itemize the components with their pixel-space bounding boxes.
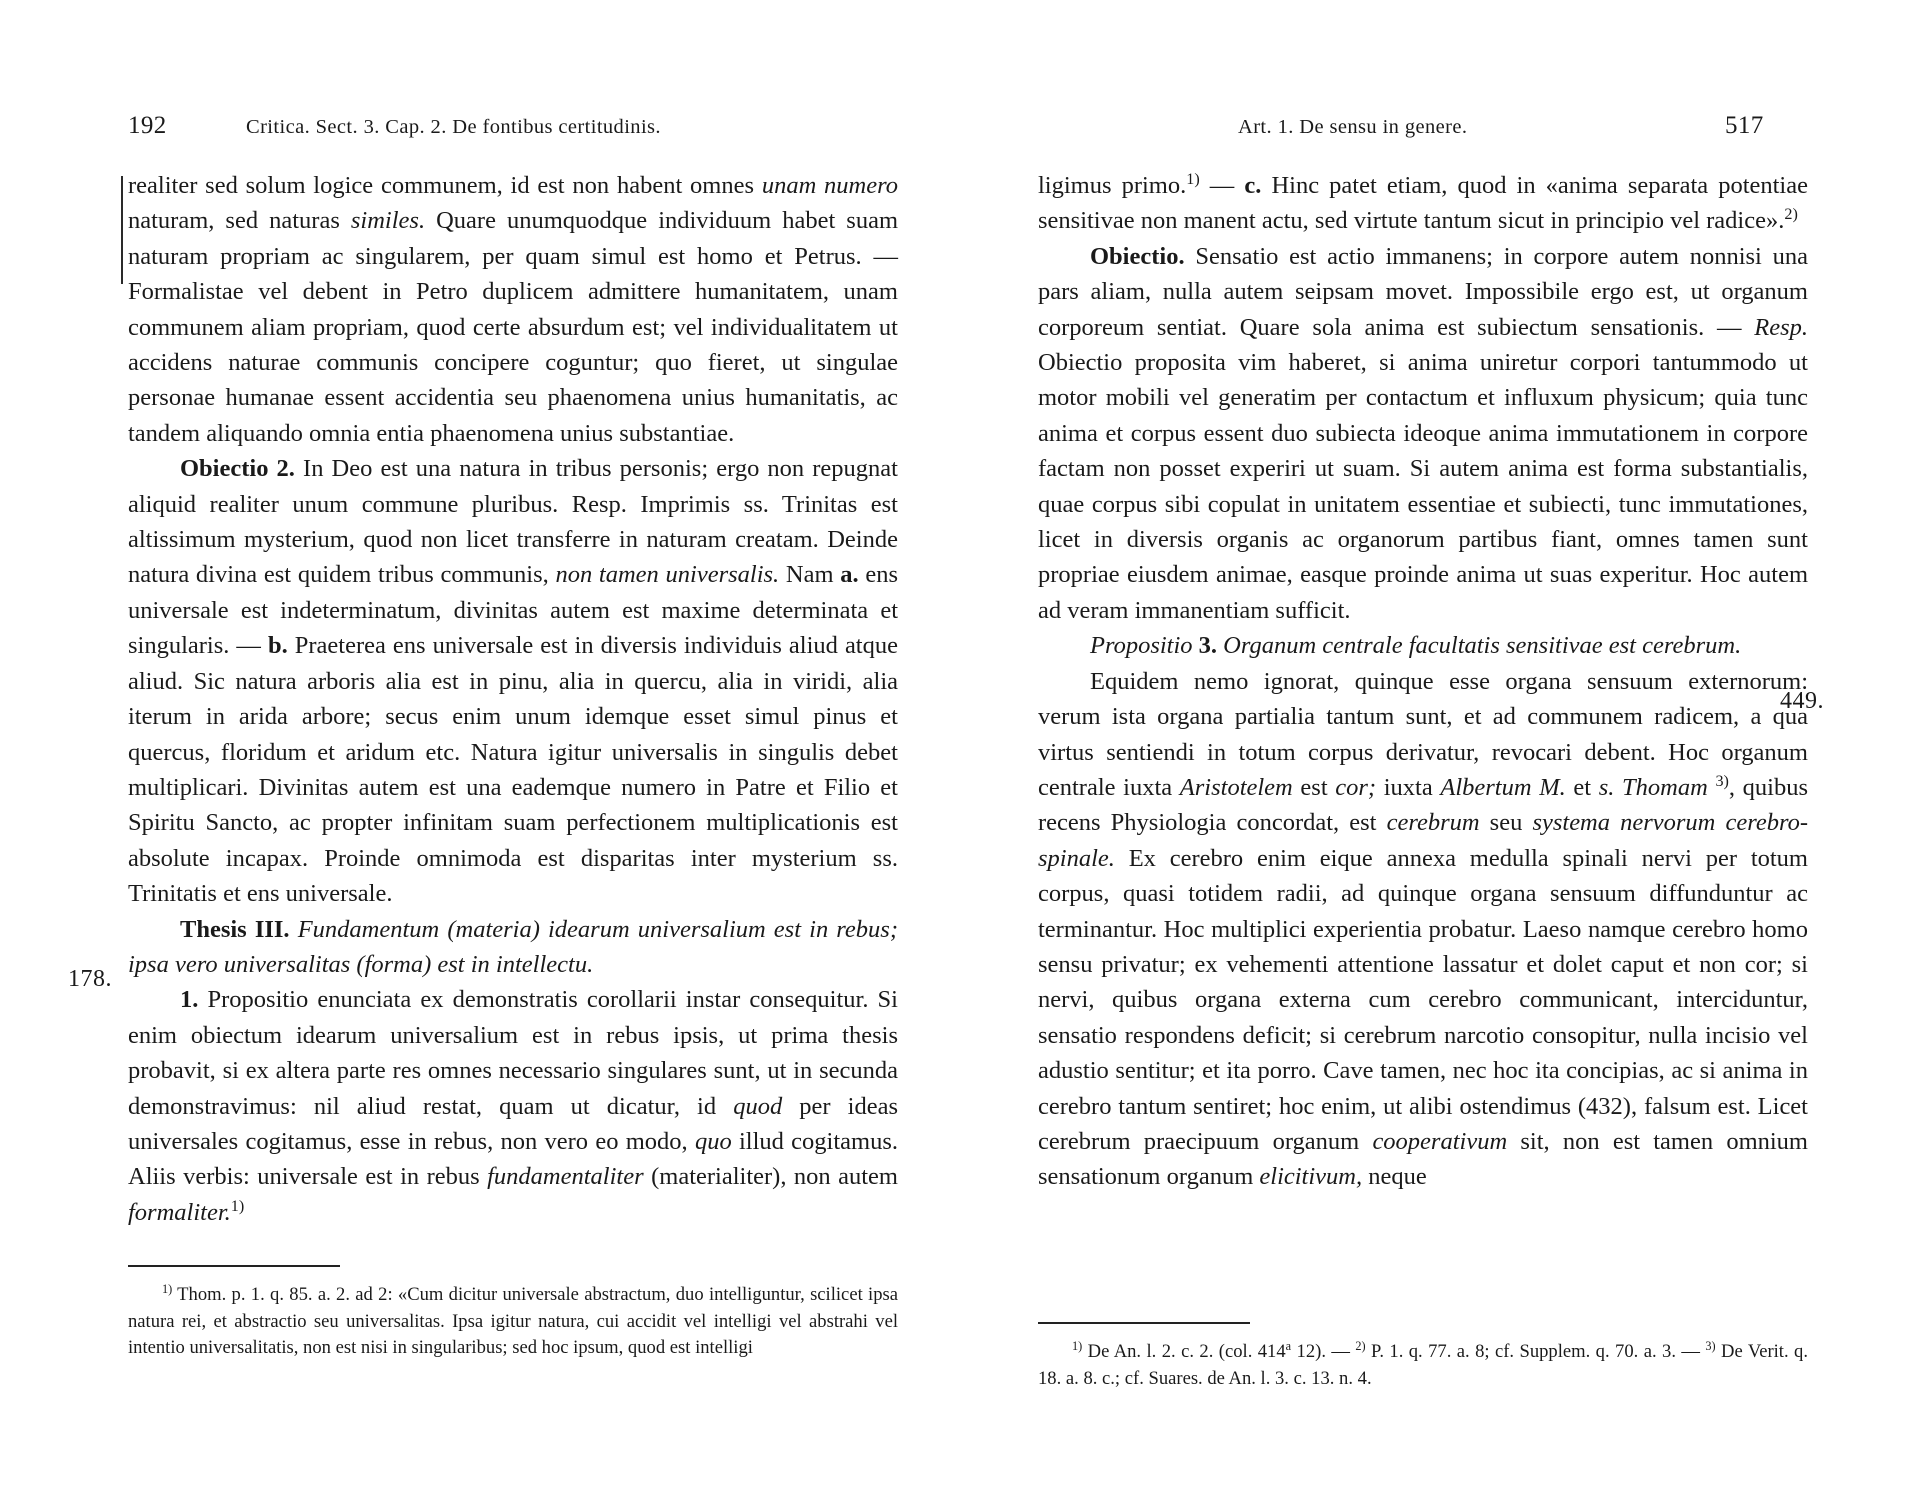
running-head-left: Critica. Sect. 3. Cap. 2. De fontibus certitudinis. bbox=[246, 116, 661, 138]
right-column-body bbox=[1038, 168, 1808, 1195]
paragraph: Obiectio. Sensatio est actio immanens; in corpore autem nonnisi una pars aliam, nulla autem seipsam movet. Impossibile ergo est, ut organum corporeum sentiat. Quare sola anima est subiectum sensationis. — Resp. Obiectio proposita vim haberet, si anima uniretur corpori tantummodo ut motor mobili vel generatim per contactum et influxum physicum; quia tunc anima et corpus essent duo subiecta ideoque anima immutationem in corpore factam non posset experiri ut suam. Si autem anima est forma substantialis, quae corpus sibi copulat in unitatem essentiae et subiecti, tunc immutationes, licet in diversis organis ac organorum partibus fiant, omnes tamen sunt propriae eiusdem animae, easque proinde anima ut suas experitur. Hoc autem ad veram immanentiam sufficit. bbox=[1038, 242, 1808, 624]
footnote-rule-right bbox=[1038, 1322, 1250, 1324]
footnote-right bbox=[1038, 1339, 1808, 1392]
margin-number-178: 178. bbox=[68, 966, 112, 992]
page-number-right: 517 bbox=[1725, 112, 1764, 139]
paragraph: realiter sed solum logice communem, id est non habent omnes unam numero naturam, sed naturas similes. Quare unumquodque individuum habet suam naturam propriam ac singularem, per quam simul est homo et Petrus. — Formalistae vel debent in Petro duplicem admittere humanitatem, unam communem aliam propriam, quod certe absurdum est; vel individualitatem ut accidens naturae communis concipere coguntur; quo fieret, ut singulae personae humanae essent accidentia seu phaenomena unius humanitatis, ac tandem aliquando omnia entia phaenomena unius substantiae. bbox=[128, 172, 898, 447]
running-head-right: Art. 1. De sensu in genere. bbox=[1238, 116, 1468, 138]
change-bar bbox=[121, 176, 123, 284]
footnote-text: $^{1)}$ De An. l. 2. c. 2. (col. 414$^a$ 12). — $^{2)}$ P. 1. q. 77. a. 8; cf. Supplem. q. 70. a. 3. — $^{3)}$ De Verit. q. 18. a. 8. c.; cf. Suares. de An. l. 3. c. 13. n. 4. bbox=[1038, 1338, 1808, 1389]
page-number-left: 192 bbox=[128, 112, 167, 139]
footnote-left bbox=[128, 1282, 898, 1362]
left-column-body bbox=[128, 168, 898, 1230]
paragraph: 1. Propositio enunciata ex demonstratis corollarii instar consequitur. Si enim obiectum idearum universalium est in rebus ipsis, ut prima thesis probavit, si ex altera parte res omnes necessario singulares sunt, ut in secunda demonstravimus: nil aliud restat, quam ut dicatur, id quod per ideas universales cogitamus, esse in rebus, non vero eo modo, quo illud cogitamus. Aliis verbis: universale est in rebus fundamentaliter (materialiter), non autem formaliter.$^{1)}$ bbox=[128, 986, 899, 1226]
margin-number-449: 449. bbox=[1780, 688, 1824, 714]
propositio-heading: Propositio 3. Organum centrale facultatis sensitivae est cerebrum. bbox=[1090, 632, 1742, 660]
paragraph: Obiectio 2. In Deo est una natura in tribus personis; ergo non repugnat aliquid realiter unum commune pluribus. Resp. Imprimis ss. Trinitas est altissimum mysterium, quod non licet transferre in naturam creatam. Deinde natura divina est quidem tribus communis, non tamen universalis. Nam a. ens universale est indeterminatum, divinitas autem est maxime determinata et singularis. — b. Praeterea ens universale est in diversis individuis aliud atque aliud. Sic natura arboris alia est in pinu, alia in quercu, alia in viridi, alia iterum in arida arbore; secus enim unum idemque esset simul pinus et quercus, floridum et aridum etc. Natura igitur universalis in singulis debet multiplicari. Divinitas autem est una eademque numero in Patre et Filio et Spiritu Sancto, ac propter infinitam suam perfectionem multiplicationis est absolute incapax. Proinde omnimoda est disparitas inter mysterium ss. Trinitatis et ens universale. bbox=[128, 455, 898, 908]
footnote-text: $^{1)}$ Thom. p. 1. q. 85. a. 2. ad 2: «Cum dicitur universale abstractum, duo intelliguntur, scilicet ipsa natura rei, et abstractio seu universalitas. Ipsa igitur natura, cui accidit vel intelligi vel abstrahi vel intentio universalitatis, non est nisi in singularibus; sed hoc ipsum, quod est intelligi bbox=[128, 1281, 898, 1359]
paragraph: ligimus primo.$^{1)}$ — c. Hinc patet etiam, quod in «anima separata potentiae sensitivae non manent actu, sed virtute tantum sicut in principio vel radice».$^{2)}$ bbox=[1038, 170, 1808, 235]
thesis-heading: Thesis III. Fundamentum (materia) idearum universalium est in rebus; ipsa vero universalitas (forma) est in intellectu. bbox=[128, 915, 898, 978]
footnote-rule-left bbox=[128, 1265, 340, 1267]
paragraph: Equidem nemo ignorat, quinque esse organa sensuum externorum: verum ista organa partialia tantum sunt, et ad communem radicem, a qua virtus sentiendi in totum corpus derivatur, revocari debent. Hoc organum centrale iuxta Aristotelem est cor; iuxta Albertum M. et s. Thomam $^{3)}$, quibus recens Physiologia concordat, est cerebrum seu systema nervorum cerebro-spinale. Ex cerebro enim eique annexa medulla spinali nervi per totum corpus, quasi totidem radii, ad quinque organa sensuum diffunduntur ac terminantur. Hoc multiplici experientia probatur. Laeso namque cerebro homo sensu privatur; ex vehementi attentione lassatur et dolet caput et non cor; si nervi, quibus organa externa cum cerebro communicant, interciduntur, sensatio respondens deficit; si cerebrum narcotio consopitur, nulla incisio vel adustio sentitur; et ita porro. Cave tamen, nec hoc ita concipias, ac si anima in cerebro tantum sentiret; hoc enim, ut alibi ostendimus (432), falsum est. Licet cerebrum praecipuum organum cooperativum sit, non est tamen omnium sensationum organum elicitivum, neque bbox=[1038, 667, 1809, 1191]
